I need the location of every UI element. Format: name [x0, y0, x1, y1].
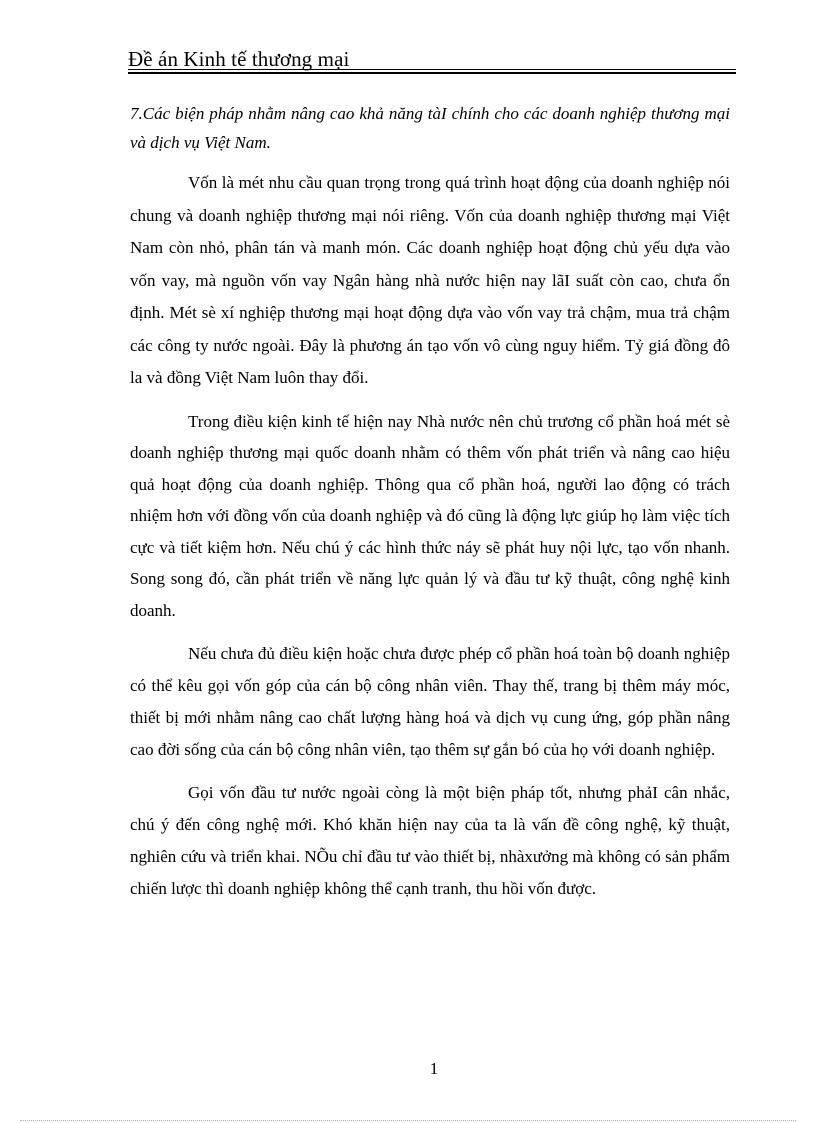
header-double-rule [128, 69, 736, 74]
section-heading: 7.Các biện pháp nhằm nâng cao khả năng tàI chính cho các doanh nghiệp thương mại và dịch vụ Việt Nam. [130, 104, 730, 152]
page-header [128, 46, 738, 72]
paragraph-2: Trong điều kiện kinh tế hiện nay Nhà nước nên chủ trương cổ phần hoá mét sè doanh nghiệp thương mại quốc doanh nhằm có thêm vốn phát triển và nâng cao hiệu quả hoạt động của doanh nghiệp. Thông qua cổ phần hoá, người lao động có trách nhiệm hơn với đồng vốn của doanh nghiệp và đó cũng là động lực giúp họ làm việc tích cực và tiết kiệm hơn. Nếu chú ý các hình thức náy sẽ phát huy nội lực, tạo vốn nhanh. Song song đó, cần phát triển về năng lực quản lý và đầu tư kỹ thuật, công nghệ kinh doanh. [130, 411, 730, 621]
paragraph-4: Gọi vốn đầu tư nước ngoài còng là một biện pháp tốt, nhưng phảI cân nhắc, chú ý đến công nghệ mới. Khó khăn hiện nay của ta là vấn đề công nghệ, kỹ thuật, nghiên cứu và triển khai. NÕu chỉ đầu tư vào thiết bị, nhàxưởng mà không có sản phẩm chiến lược thì doanh nghiệp không thể cạnh tranh, thu hồi vốn được. [130, 782, 730, 898]
page-bottom-edge [20, 1120, 796, 1121]
paragraph-1: Vốn là mét nhu cầu quan trọng trong quá trình hoạt động của doanh nghiệp nói chung và doanh nghiệp thương mại nói riêng. Vốn của doanh nghiệp thương mại Việt Nam còn nhỏ, phân tán và manh món. Các doanh nghiệp hoạt động chủ yếu dựa vào vốn vay, mà nguồn vốn vay Ngân hàng nhà nước hiện nay lãI suất còn cao, chưa ổn định. Mét sè xí nghiệp thương mại hoạt động dựa vào vốn vay trả chậm, mua trả chậm các công ty nước ngoài. Đây là phương án tạo vốn vô cùng nguy hiểm. Tỷ giá đồng đô la và đồng Việt Nam luôn thay đổi. [130, 173, 730, 387]
header-title: Đề án Kinh tế thương mại [128, 47, 350, 71]
document-body [130, 99, 730, 916]
paragraph-3: Nếu chưa đủ điều kiện hoặc chưa được phép cổ phần hoá toàn bộ doanh nghiệp có thể kêu gọi vốn góp của cán bộ công nhân viên. Thay thế, trang bị thêm máy móc, thiết bị mới nhằm nâng cao chất lượng hàng hoá và dịch vụ cung ứng, góp phần nâng cao đời sống của cán bộ công nhân viên, tạo thêm sự gắn bó của họ với doanh nghiệp. [130, 643, 730, 759]
page-number: 1 [429, 1059, 439, 1078]
